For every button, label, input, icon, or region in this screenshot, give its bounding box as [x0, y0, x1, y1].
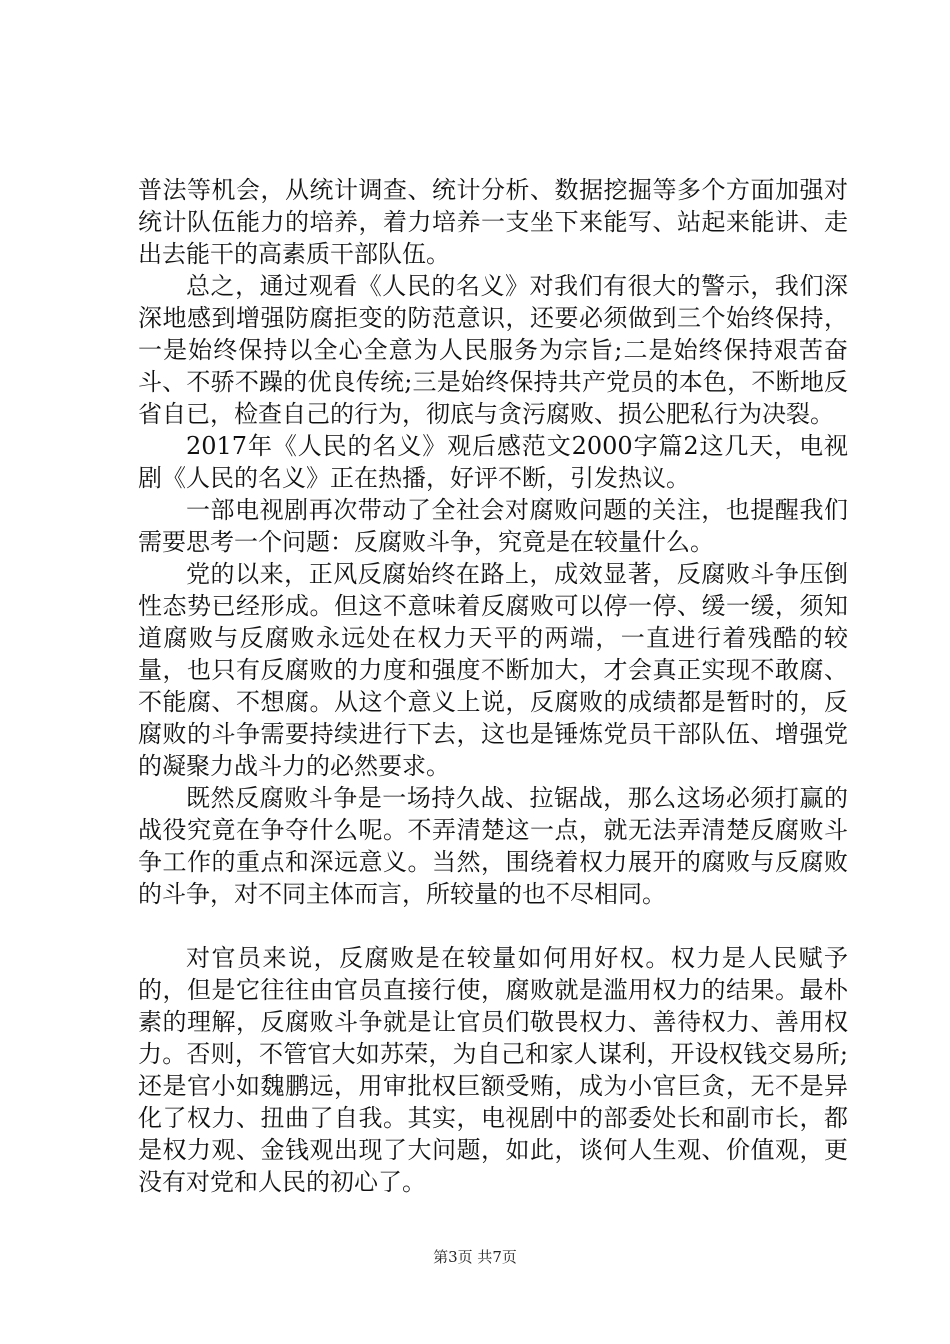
paragraph-attention: 一部电视剧再次带动了全社会对腐败问题的关注，也提醒我们需要思考一个问题：反腐败斗争，究竟是在较量什么。 — [138, 496, 848, 556]
paragraph-article-heading: 2017年《人民的名义》观后感范文2000字篇2这几天，电视剧《人民的名义》正在热播，好评不断，引发热议。 — [138, 432, 848, 492]
paragraph-party-effort: 党的以来，正风反腐始终在路上，成效显著，反腐败斗争压倒性态势已经形成。但这不意味着反腐败可以停一停、缓一缓，须知道腐败与反腐败永远处在权力天平的两端，一直进行着残酷的较量，也只有反腐败的力度和强度不断加大，才会真正实现不敢腐、不能腐、不想腐。从这个意义上说，反腐败的成绩都是暂时的，反腐败的斗争需要持续进行下去，这也是锤炼党员干部队伍、增强党的凝聚力战斗力的必然要求。 — [138, 560, 848, 780]
paragraph-protracted-war: 既然反腐败斗争是一场持久战、拉锯战，那么这场必须打赢的战役究竟在争夺什么呢。不弄清楚这一点，就无法弄清楚反腐败斗争工作的重点和深远意义。当然，围绕着权力展开的腐败与反腐败的斗争，对不同主体而言，所较量的也不尽相同。 — [138, 784, 848, 908]
page-footer: 第3页 共7页 — [433, 1248, 517, 1266]
document-body — [138, 174, 848, 1198]
paragraph-officials: 对官员来说，反腐败是在较量如何用好权。权力是人民赋予的，但是它往往由官员直接行使，腐败就是滥用权力的结果。最朴素的理解，反腐败斗争就是让官员们敬畏权力、善待权力、善用权力。否则，不管官大如苏荣，为自己和家人谋利，开设权钱交易所;还是官小如魏鹏远，用审批权巨额受贿，成为小官巨贪，无不是异化了权力、扭曲了自我。其实，电视剧中的部委处长和副市长，都是权力观、金钱观出现了大问题，如此，谈何人生观、价值观，更没有对党和人民的初心了。 — [138, 944, 848, 1196]
paragraph-continued: 普法等机会，从统计调查、统计分析、数据挖掘等多个方面加强对统计队伍能力的培养，着力培养一支坐下来能写、站起来能讲、走出去能干的高素质干部队伍。 — [138, 176, 848, 268]
paragraph-summary: 总之，通过观看《人民的名义》对我们有很大的警示，我们深深地感到增强防腐拒变的防范意识，还要必须做到三个始终保持，一是始终保持以全心全意为人民服务为宗旨;二是始终保持艰苦奋斗、不骄不躁的优良传统;三是始终保持共产党员的本色，不断地反省自已，检查自己的行为，彻底与贪污腐败、损公肥私行为决裂。 — [138, 272, 848, 428]
